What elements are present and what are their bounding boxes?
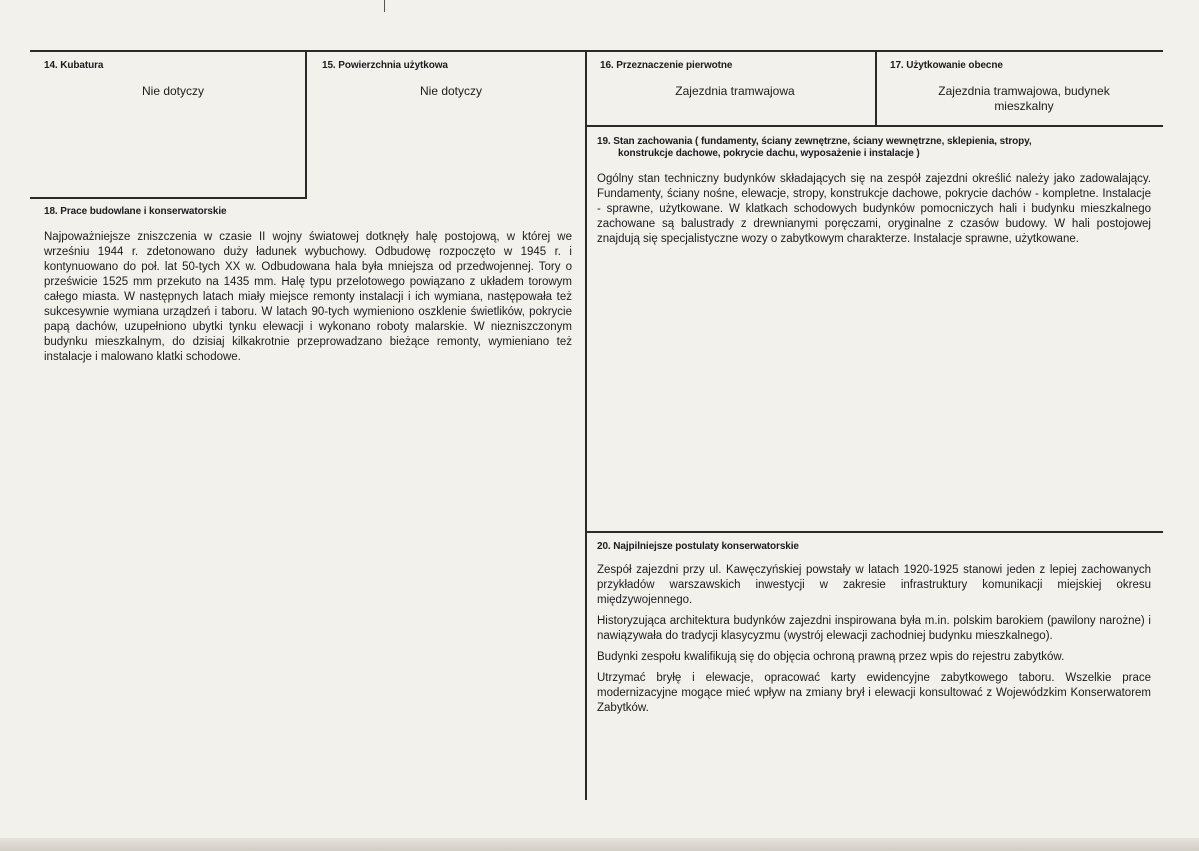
scan-bottom-edge bbox=[0, 838, 1199, 851]
section-prace-budowlane bbox=[44, 206, 572, 365]
cell-uzytkowanie bbox=[890, 60, 1158, 114]
section-postulaty-paragraph: Utrzymać bryłę i elewacje, opracować karty ewidencyjne zabytkowego taboru. Wszelkie prace modernizacyjne mogące mieć wpływ na zmiany brył i elewacji konsultować z Wojewódzkim Konserwatorem Zabytków. bbox=[597, 672, 1151, 714]
divider-14-15 bbox=[305, 50, 307, 199]
section-stan-zachowania-text: Ogólny stan techniczny budynków składających się na zespół zajezdni określić należy jako zadowalający. Fundamenty, ściany nośne, elewacje, stropy, konstrukcje dachowe, pokrycie dachów - kompletne. Instalacje - sprawne, użytkowane. W klatkach schodowych budynków pomocniczych hali i budynku mieszkalnego zachowane są balustrady z drewnianymi poręczami, oryginalne z czasów budowy. W hali postojowej znajdują się specjalistyczne wozy o zabytkowym charakterze. Instalacje sprawne, użytkowane. bbox=[597, 173, 1151, 245]
scan-mark bbox=[384, 0, 385, 12]
section-postulaty-label: 20. Najpilniejsze postulaty konserwatorskie bbox=[597, 541, 799, 552]
section-stan-zachowania-label-2: konstrukcje dachowe, pokrycie dachu, wyposażenie i instalacje ) bbox=[618, 148, 920, 159]
section-postulaty-paragraph: Historyzująca architektura budynków zajezdni inspirowana była m.in. polskim barokiem (pawilony narożne) i nawiązywała do tradycji klasycyzmu (wystrój elewacji zachodniej budynku mieszkalnego). bbox=[597, 615, 1151, 642]
cell-powierzchnia-value: Nie dotyczy bbox=[419, 84, 483, 98]
cell-powierzchnia bbox=[322, 60, 580, 99]
cell-przeznaczenie bbox=[600, 60, 870, 99]
section-stan-zachowania bbox=[597, 136, 1151, 247]
cell-przeznaczenie-value: Zajezdnia tramwajowa bbox=[675, 84, 795, 98]
cell-kubatura bbox=[44, 60, 302, 99]
section-postulaty-paragraph: Zespół zajezdni przy ul. Kawęczyńskiej powstały w latach 1920-1925 stanowi jeden z lepiej zachowanych przykładów warszawskich inwestycji w zakresie infrastruktury komunikacji miejskiej okresu międzywojennego. bbox=[597, 564, 1151, 606]
section-stan-zachowania-label-1: 19. Stan zachowania ( fundamenty, ściany zewnętrzne, ściany wewnętrzne, sklepienia, stropy, bbox=[597, 136, 1032, 147]
cell-kubatura-label: 14. Kubatura bbox=[44, 60, 104, 71]
cell-uzytkowanie-label: 17. Użytkowanie obecne bbox=[890, 60, 1003, 71]
section-postulaty-paragraph: Budynki zespołu kwalifikują się do objęcia ochroną prawną przez wpis do rejestru zabytków. bbox=[597, 651, 1065, 663]
cell-uzytkowanie-value: Zajezdnia tramwajowa, budynek mieszkalny bbox=[938, 84, 1110, 113]
cell-powierzchnia-label: 15. Powierzchnia użytkowa bbox=[322, 60, 448, 71]
section-prace-budowlane-text: Najpoważniejsze zniszczenia w czasie II wojny światowej dotknęły halę postojową, w której we wrześniu 1944 r. zdetonowano duży ładunek wybuchowy. Odbudowę rozpoczęto w 1945 r. i kontynuowano do poł. lat 50-tych XX w. Odbudowana hala była mniejsza od przedwojennej. Tory o prześwicie 1525 mm przekuto na 1435 mm. Halę typu przelotowego powiązano z układem torowym całego miasta. W następnych latach miały miejsce remonty instalacji i ich wymiana, następowała też sukcesywnie wymiana urządzeń i taboru. W latach 90-tych wymieniono oszklenie świetlików, pokrycie papą dachów, uzupełniono ubytki tynku elewacji i wykonano roboty malarskie. W niezniszczonym budynku mieszkalnym, do dzisiaj kilkakrotnie przeprowadzano bieżące remonty, wymieniano też instalacje i malowano klatki schodowe. bbox=[44, 231, 572, 363]
section-postulaty bbox=[597, 541, 1151, 716]
divider-18 bbox=[30, 197, 306, 199]
divider-16-17 bbox=[875, 50, 877, 126]
top-border bbox=[30, 50, 1163, 52]
divider-20 bbox=[586, 531, 1163, 533]
cell-kubatura-value: Nie dotyczy bbox=[141, 84, 205, 98]
section-prace-budowlane-label: 18. Prace budowlane i konserwatorskie bbox=[44, 206, 227, 217]
cell-przeznaczenie-label: 16. Przeznaczenie pierwotne bbox=[600, 60, 733, 71]
divider-main bbox=[585, 50, 587, 800]
